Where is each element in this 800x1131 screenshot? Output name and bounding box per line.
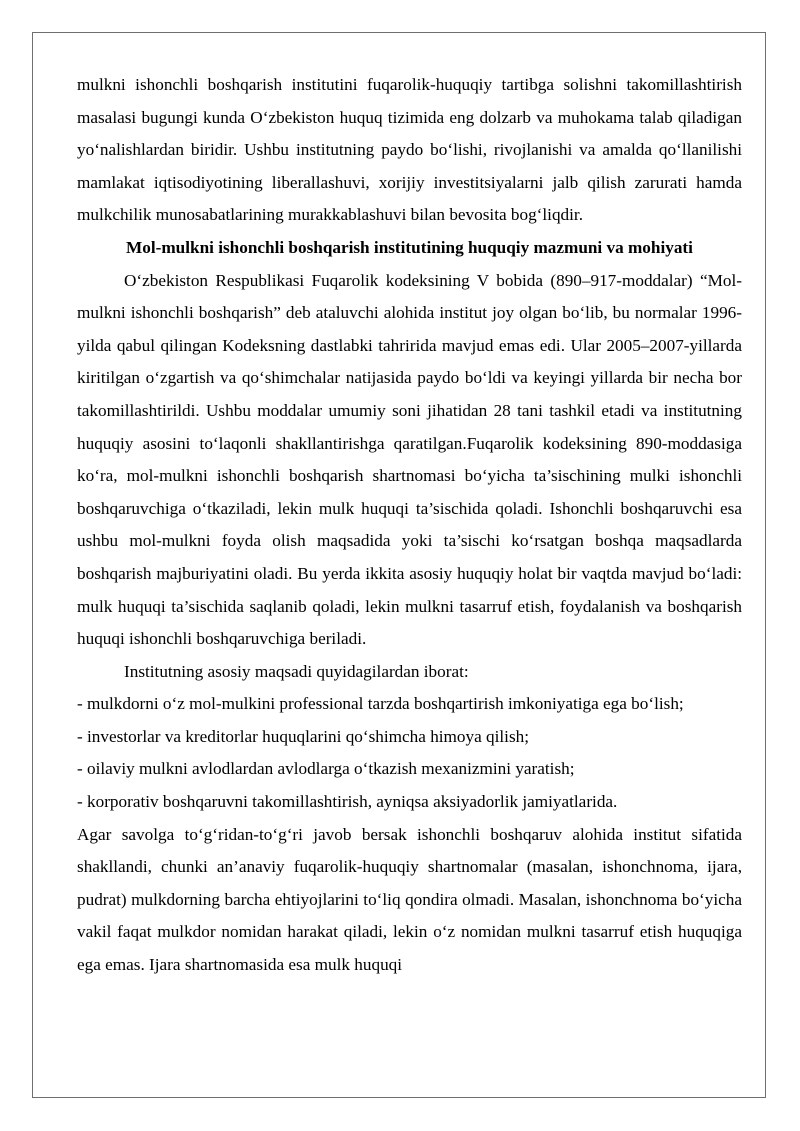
paragraph-civil-code: O‘zbekiston Respublikasi Fuqarolik kodeksining V bobida (890–917-moddalar) “Mol-mulkni ishonchli boshqarish” deb ataluvchi alohida institut joy olgan bo‘lib, bu normalar 1996-yilda qabul qilingan Kodeksning dastlabki tahririda mavjud emas edi. Ular 2005–2007-yillarda kiritilgan o‘zgartish va qo‘shimchalar natijasida paydo bo‘ldi va keyingi yillarda bir necha bor takomillashtirildi. Ushbu moddalar umumiy soni jihatidan 28 tani tashkil etadi va institutning huquqiy asosini to‘laqonli shakllantirishga qaratilgan.Fuqarolik kodeksining 890-moddasiga ko‘ra, mol-mulkni ishonchli boshqarish shartnomasi bo‘yicha ta’sischining mulki ishonchli boshqaruvchiga o‘tkaziladi, lekin mulk huquqi ta’sischida qoladi. Ishonchli boshqaruvchi esa ushbu mol-mulkni foyda olish maqsadida yoki ta’sischi ko‘rsatgan boshqa maqsadlarda boshqarish majburiyatini oladi. Bu yerda ikkita asosiy huquqiy holat bir vaqtda mavjud bo‘ladi: mulk huquqi ta’sischida saqlanib qoladi, lekin mulkni tasarruf etish, foydalanish va boshqarish huquqi ishonchli boshqaruvchiga beriladi. (77, 270, 742, 649)
list-item: - mulkdorni o‘z mol-mulkini professional tarzda boshqartirish imkoniyatiga ega bo‘lish; (77, 694, 684, 714)
document-body (77, 69, 742, 982)
paragraph-direct-answer: Agar savolga to‘g‘ridan-to‘g‘ri javob bersak ishonchli boshqaruv alohida institut sifatida shakllandi, chunki an’anaviy fuqarolik-huquqiy shartnomalar (masalan, ishonchnoma, ijara, pudrat) mulkdorning barcha ehtiyojlarini to‘liq qondira olmadi. Masalan, ishonchnoma bo‘yicha vakil faqat mulkdor nomidan harakat qiladi, lekin o‘z nomidan mulkni tasarruf etish huquqiga ega emas. Ijara shartnomasida esa mulk huquqi (77, 824, 742, 975)
paragraph-goals-intro: Institutning asosiy maqsadi quyidagilardan iborat: (124, 661, 469, 681)
paragraph-intro: mulkni ishonchli boshqarish institutini fuqarolik-huquqiy tartibga solishni takomillashtirish masalasi bugungi kunda O‘zbekiston huquq tizimida eng dolzarb va muhokama talab qiladigan yo‘nalishlardan biridir. Ushbu institutning paydo bo‘lishi, rivojlanishi va amalda qo‘llanilishi mamlakat iqtisodiyotining liberallashuvi, xorijiy investitsiyalarni jalb qilish zarurati hamda mulkchilik munosabatlarining murakkablashuvi bilan bevosita bog‘liqdir. (77, 75, 742, 225)
list-item: - oilaviy mulkni avlodlardan avlodlarga o‘tkazish mexanizmini yaratish; (77, 759, 575, 779)
list-item: - investorlar va kreditorlar huquqlarini qo‘shimcha himoya qilish; (77, 726, 530, 746)
list-item: - korporativ boshqaruvni takomillashtirish, ayniqsa aksiyadorlik jamiyatlarida. (77, 792, 618, 812)
section-heading: Mol-mulkni ishonchli boshqarish institutining huquqiy mazmuni va mohiyati (126, 237, 693, 257)
